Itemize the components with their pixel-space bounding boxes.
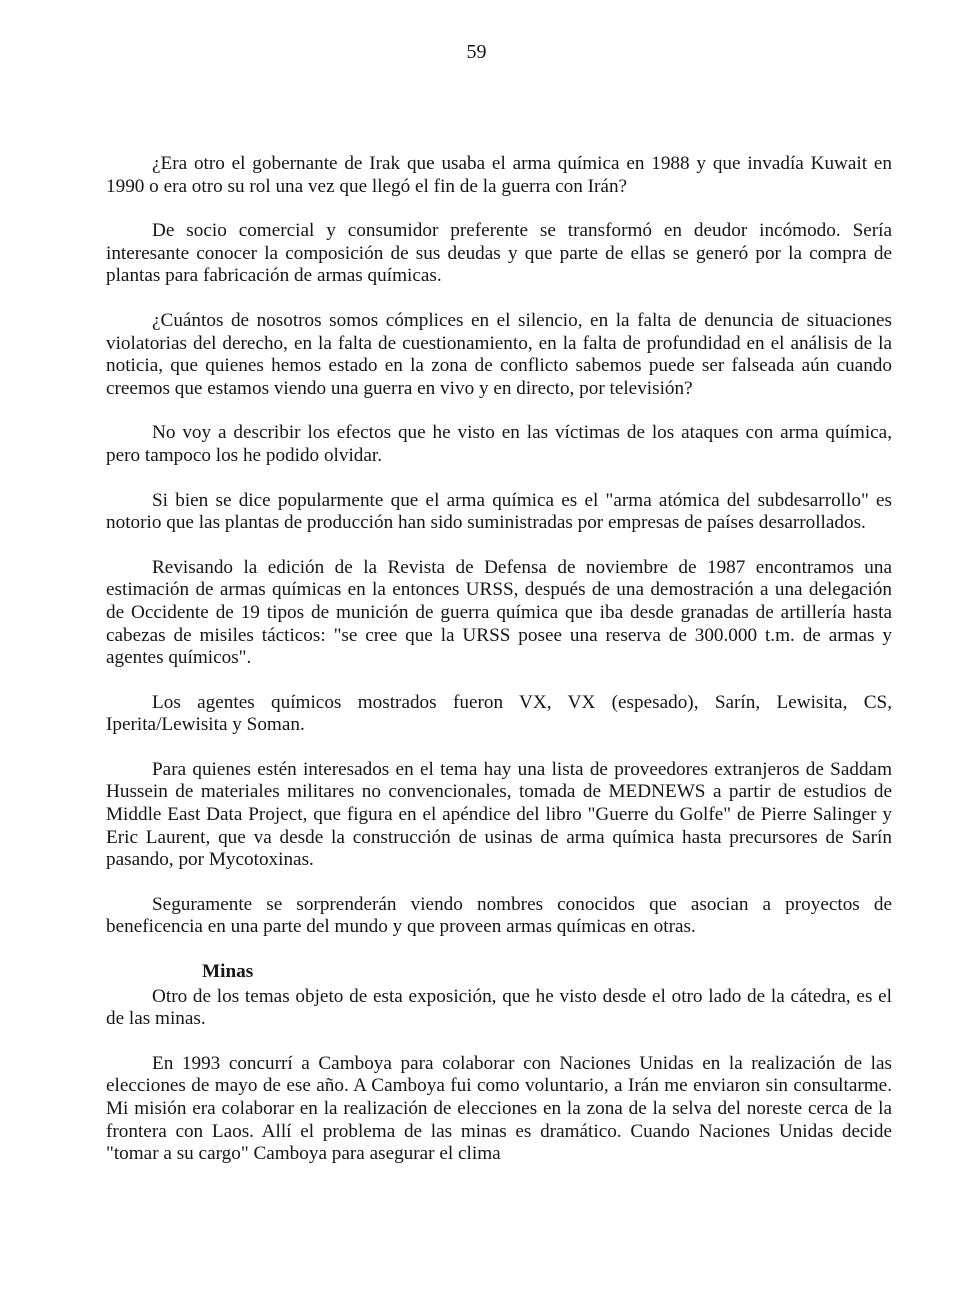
paragraph-7: Los agentes químicos mostrados fueron VX, VX (espesado), Sarín, Lewisita, CS, Iperita/Lewisita y Soman.	[106, 691, 892, 736]
paragraph-4: No voy a describir los efectos que he visto en las víctimas de los ataques con arma química, pero tampoco los he podido olvidar.	[106, 422, 892, 466]
page-number: 59	[466, 41, 487, 63]
paragraph-3: ¿Cuántos de nosotros somos cómplices en el silencio, en la falta de denuncia de situaciones violatorias del derecho, en la falta de cuestionamiento, en la falta de profundidad en el análisis de la noticia, que quienes hemos estado en la zona de conflicto sabemos puede ser falseada aún cuando creemos que estamos viendo una guerra en vivo y en directo, por televisión?	[106, 309, 892, 399]
section-paragraph-2: En 1993 concurrí a Camboya para colaborar con Naciones Unidas en la realización de las elecciones de mayo de ese año. A Camboya fui como voluntario, a Irán me enviaron sin consultarme. Mi misión era colaborar en la realización de elecciones en la zona de la selva del noreste cerca de la frontera con Laos. Allí el problema de las minas es dramático. Cuando Naciones Unidas decide "tomar a su cargo" Camboya para asegurar el clima	[106, 1052, 892, 1165]
paragraph-1: ¿Era otro el gobernante de Irak que usaba el arma química en 1988 y que invadía Kuwait en 1990 o era otro su rol una vez que llegó el fin de la guerra con Irán?	[106, 153, 892, 197]
body-text	[106, 153, 892, 1188]
paragraph-5: Si bien se dice popularmente que el arma química es el "arma atómica del subdesarrollo" es notorio que las plantas de producción han sido suministradas por empresas de países desarrollados.	[106, 489, 892, 534]
paragraph-9: Seguramente se sorprenderán viendo nombres conocidos que asocian a proyectos de beneficencia en una parte del mundo y que proveen armas químicas en otras.	[106, 893, 892, 938]
section-paragraph-1: Otro de los temas objeto de esta exposición, que he visto desde el otro lado de la cátedra, es el de las minas.	[106, 985, 892, 1030]
paragraph-6: Revisando la edición de la Revista de Defensa de noviembre de 1987 encontramos una estimación de armas químicas en la entonces URSS, después de una demostración a una delegación de Occidente de 19 tipos de munición de guerra química que iba desde granadas de artillería hasta cabezas de misiles tácticos: "se cree que la URSS posee una reserva de 300.000 t.m. de armas y agentes químicos".	[106, 556, 892, 669]
paragraph-2: De socio comercial y consumidor preferente se transformó en deudor incómodo. Sería interesante conocer la composición de sus deudas y que parte de ellas se generó por la compra de plantas para fabricación de armas químicas.	[106, 220, 892, 287]
section-heading: Minas	[202, 961, 254, 983]
paragraph-8: Para quienes estén interesados en el tema hay una lista de proveedores extranjeros de Saddam Hussein de materiales militares no convencionales, tomada de MEDNEWS a partir de estudios de Middle East Data Project, que figura en el apéndice del libro "Guerre du Golfe" de Pierre Salinger y Eric Laurent, que va desde la construcción de usinas de arma química hasta precursores de Sarín pasando, por Mycotoxinas.	[106, 758, 892, 871]
